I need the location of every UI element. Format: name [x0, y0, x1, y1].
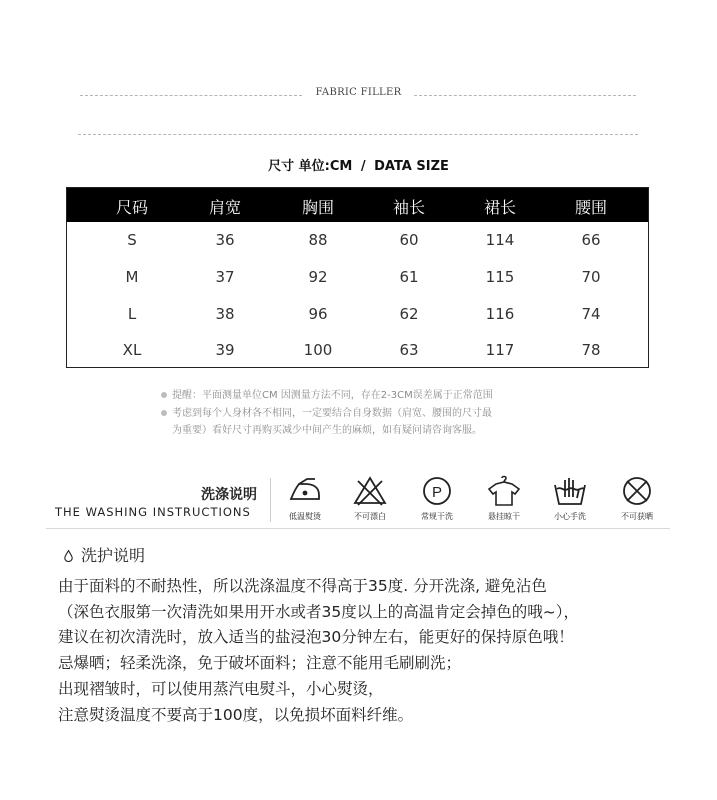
size-table-title — [0, 155, 717, 174]
table-cell: M — [125, 268, 139, 286]
care-line: 出现褶皱时，可以使用蒸汽电熨斗，小心熨烫， — [58, 680, 384, 698]
table-cell: 88 — [308, 231, 328, 249]
washing-title-cn: 洗涤说明 — [201, 487, 257, 503]
icon-label: 小心手洗 — [554, 512, 586, 521]
care-line: 建议在初次清洗时，放入适当的盐浸泡30分钟左右，能更好的保持原色哦！ — [58, 628, 574, 646]
table-cell: XL — [122, 341, 142, 359]
table-cell: 96 — [308, 305, 328, 323]
hang-dry-icon — [478, 475, 530, 525]
table-cell: 38 — [215, 305, 235, 323]
table-cell: 66 — [581, 231, 601, 249]
column-header: 肩宽 — [208, 198, 241, 217]
table-cell: 92 — [308, 268, 328, 286]
care-title-text: 洗护说明 — [81, 546, 146, 565]
table-cell: S — [127, 231, 137, 249]
table-cell: 63 — [399, 341, 419, 359]
size-title-separator: / — [360, 159, 366, 174]
table-cell: 116 — [485, 305, 515, 323]
washing-title-en: THE WASHING INSTRUCTIONS — [55, 505, 251, 519]
table-cell: 39 — [215, 341, 235, 359]
table-cell: 62 — [399, 305, 419, 323]
table-cell: 117 — [485, 341, 515, 359]
table-cell: 61 — [399, 268, 419, 286]
care-title — [64, 543, 145, 566]
dry-clean-p-icon — [411, 475, 463, 525]
svg-text:P: P — [432, 484, 443, 501]
icon-label: 不可漂白 — [354, 512, 386, 521]
icon-label: 低温熨烫 — [289, 512, 321, 521]
column-header: 腰围 — [574, 198, 607, 217]
care-line: 注意熨烫温度不要高于100度，以免损坏面料纤维。 — [58, 706, 414, 724]
size-table — [66, 187, 649, 368]
size-title-cn: 尺寸 单位:CM — [268, 159, 353, 174]
divider — [78, 134, 638, 135]
divider — [270, 478, 271, 522]
table-cell: L — [127, 305, 137, 323]
table-cell: 36 — [215, 231, 235, 249]
size-title-en: DATA SIZE — [374, 159, 449, 174]
water-drop-icon — [64, 550, 73, 562]
fit-note: 考虑到每个人身材各不相同，一定要结合自身数据（肩宽、腰围的尺寸最 — [161, 405, 492, 423]
no-tumble-dry-icon — [611, 475, 663, 525]
column-header: 尺码 — [115, 198, 148, 217]
icon-label: 常规干洗 — [421, 512, 453, 521]
fit-note-continued: 为重要）看好尺寸再购买减少中间产生的麻烦，如有疑问请咨询客服。 — [172, 425, 482, 436]
hand-wash-icon — [544, 475, 596, 525]
table-cell: 78 — [581, 341, 601, 359]
column-header: 袖长 — [392, 198, 425, 217]
care-line: （深色衣服第一次清洗如果用开水或者35度以上的高温肯定会掉色的哦~）， — [58, 603, 579, 621]
care-line: 忌爆晒；轻柔洗涤，免于破坏面料；注意不能用毛刷刷洗； — [58, 654, 462, 672]
icon-label: 悬挂晾干 — [488, 512, 520, 521]
table-cell: 70 — [581, 268, 601, 286]
table-cell: 60 — [399, 231, 419, 249]
column-header: 胸围 — [301, 198, 334, 217]
icon-label: 不可获晒 — [621, 512, 653, 521]
table-cell: 37 — [215, 268, 235, 286]
table-cell: 74 — [581, 305, 601, 323]
bullet-icon — [161, 392, 167, 398]
no-bleach-icon — [344, 475, 396, 525]
measurement-note: 提醒：平面测量单位CM 因测量方法不同，存在2-3CM误差属于正常范围 — [161, 387, 493, 405]
care-line: 由于面料的不耐热性，所以洗涤温度不得高于35度. 分开洗涤, 避免沾色 — [58, 577, 547, 595]
column-header: 裙长 — [483, 198, 516, 217]
table-cell: 114 — [485, 231, 515, 249]
iron-low-icon — [279, 475, 331, 525]
bullet-icon — [161, 410, 167, 416]
divider — [46, 528, 670, 529]
fabric-filler-title: FABRIC FILLER — [315, 87, 402, 98]
size-table-header — [67, 188, 648, 222]
table-cell: 115 — [485, 268, 515, 286]
table-cell: 100 — [303, 341, 333, 359]
